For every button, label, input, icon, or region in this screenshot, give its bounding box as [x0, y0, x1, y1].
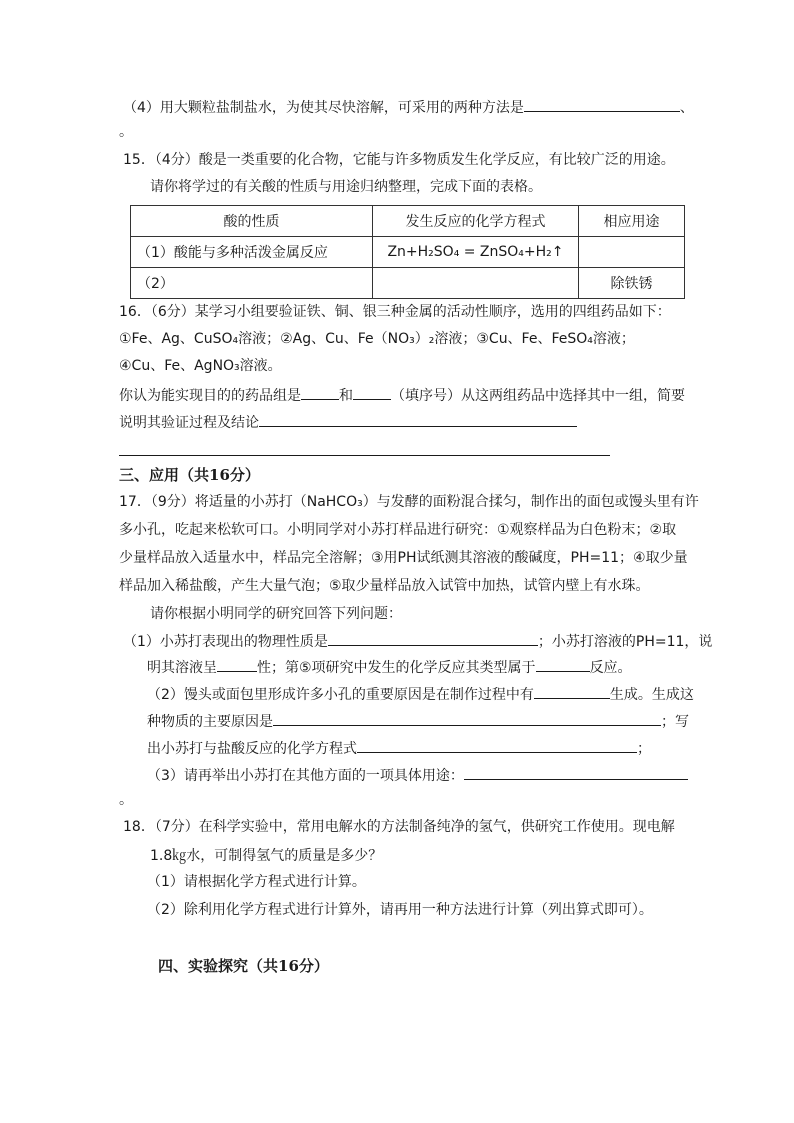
q17-p2-c: 种物质的主要原因是 [147, 714, 273, 730]
table-header-property: 酸的性质 [131, 206, 373, 237]
q17-p3: （3）请再举出小苏打在其他方面的一项具体用途： [147, 768, 464, 784]
q18-sub2: （2）除利用化学方程式进行计算外，请再用一种方法进行计算（列出算式即可）。 [147, 902, 653, 918]
q17-answer-blank-2[interactable] [217, 656, 257, 672]
section4-title: 四、实验探究（共16分） [158, 957, 329, 975]
q16-line4 [119, 384, 685, 406]
q17-p2-e: 出小苏打与盐酸反应的化学方程式 [147, 741, 357, 757]
q14-separator: 、 [679, 100, 694, 116]
q17-p2-d: ；写 [661, 714, 689, 730]
row1-equation: Zn+H₂SO₄ = ZnSO₄+H₂↑ [373, 237, 579, 268]
q17-p2-a: （2）馒头或面包里形成许多小孔的重要原因是在制作过程中有 [147, 687, 534, 703]
row2-equation-blank[interactable] [373, 268, 579, 299]
q17-answer-blank-4[interactable] [534, 683, 610, 699]
q17-end: 。 [119, 792, 133, 808]
q17-p2-f: ； [637, 741, 651, 757]
section3-title: 三、应用（共16分） [119, 466, 260, 484]
q16-line1: 16．（6分）某学习小组要验证铁、铜、银三种金属的活动性顺序，选用的四组药品如下： [119, 304, 671, 320]
q17-answer-blank-5[interactable] [273, 710, 661, 726]
q17-line5: 请你根据小明同学的研究回答下列问题： [150, 606, 402, 622]
q18-sub1: （1）请根据化学方程式进行计算。 [147, 874, 366, 890]
q16-prompt-b: 和 [339, 388, 353, 404]
table-header-use: 相应用途 [579, 206, 685, 237]
q17-p2-b: 生成。生成这 [609, 687, 694, 703]
q16-answer-line[interactable] [119, 455, 610, 456]
q18-line1: 18．（7分）在科学实验中，常用电解水的方法制备纯净的氢气，供研究工作使用。现电解 [123, 819, 675, 835]
q16-answer-blank-2[interactable] [353, 384, 391, 400]
q17-p1-e: 反应。 [589, 660, 632, 676]
q17-part2-line2 [147, 710, 689, 732]
q14-answer-blank-1[interactable] [524, 96, 680, 112]
q17-p1-d: 性；第⑤项研究中发生的化学反应其类型属于 [257, 660, 536, 676]
q17-part1-line1 [123, 630, 712, 652]
table-header-equation: 发生反应的化学方程式 [373, 206, 579, 237]
q16-line5 [119, 411, 577, 433]
q16-groups-line2: ④Cu、Fe、AgNO₃溶液。 [119, 358, 282, 374]
row1-property: （1）酸能与多种活泼金属反应 [131, 237, 373, 268]
q17-p1-a: （1）小苏打表现出的物理性质是 [123, 634, 328, 650]
q17-part3-line [147, 764, 688, 786]
q17-answer-blank-6[interactable] [357, 737, 637, 753]
row2-property: （2） [131, 268, 373, 299]
q17-part1-line2 [147, 656, 632, 678]
q17-part2-line1 [147, 683, 694, 705]
q14-item4-end: 。 [119, 124, 133, 140]
table-header-row [131, 206, 685, 237]
acid-properties-table [130, 205, 685, 299]
q17-answer-blank-7[interactable] [464, 764, 688, 780]
q17-answer-blank-3[interactable] [536, 656, 590, 672]
q17-p1-b: ；小苏打溶液的PH=11，说 [537, 634, 713, 650]
table-row [131, 268, 685, 299]
q16-prompt-c: （填序号）从这两组药品中选择其中一组，简要 [391, 388, 685, 404]
q17-answer-blank-1[interactable] [328, 630, 538, 646]
q14-item4-line [123, 96, 694, 118]
q17-part2-line3 [147, 737, 651, 759]
q16-prompt-a: 你认为能实现目的的药品组是 [119, 388, 301, 404]
q17-line2: 多小孔，吃起来松软可口。小明同学对小苏打样品进行研究：①观察样品为白色粉末；②取 [119, 522, 677, 538]
q18-line2: 1.8㎏水，可制得氢气的质量是多少？ [150, 848, 383, 864]
table-row [131, 237, 685, 268]
q17-line1: 17．（9分）将适量的小苏打（NaHCO₃）与发酵的面粉混合揉匀，制作出的面包或馒头里有许 [119, 494, 699, 510]
q16-answer-blank-3[interactable] [259, 411, 577, 427]
q15-line1: 15．（4分）酸是一类重要的化合物，它能与许多物质发生化学反应，有比较广泛的用途。 [123, 152, 675, 168]
row1-use-blank[interactable] [579, 237, 685, 268]
q16-prompt-d: 说明其验证过程及结论 [119, 415, 259, 431]
q15-line2: 请你将学过的有关酸的性质与用途归纳整理，完成下面的表格。 [150, 179, 542, 195]
q17-p1-c: 明其溶液呈 [147, 660, 217, 676]
row2-use: 除铁锈 [579, 268, 685, 299]
q17-line4: 样品加入稀盐酸，产生大量气泡；⑤取少量样品放入试管中加热，试管内壁上有水珠。 [119, 578, 650, 594]
q17-line3: 少量样品放入适量水中，样品完全溶解；③用PH试纸测其溶液的酸碱度，PH=11；④取少量 [119, 550, 688, 566]
q14-item4-text: （4）用大颗粒盐制盐水，为使其尽快溶解，可采用的两种方法是 [123, 100, 524, 116]
q16-answer-blank-1[interactable] [301, 384, 339, 400]
q16-groups-line1: ①Fe、Ag、CuSO₄溶液；②Ag、Cu、Fe（NO₃）₂溶液；③Cu、Fe、FeSO₄溶液； [119, 331, 635, 347]
